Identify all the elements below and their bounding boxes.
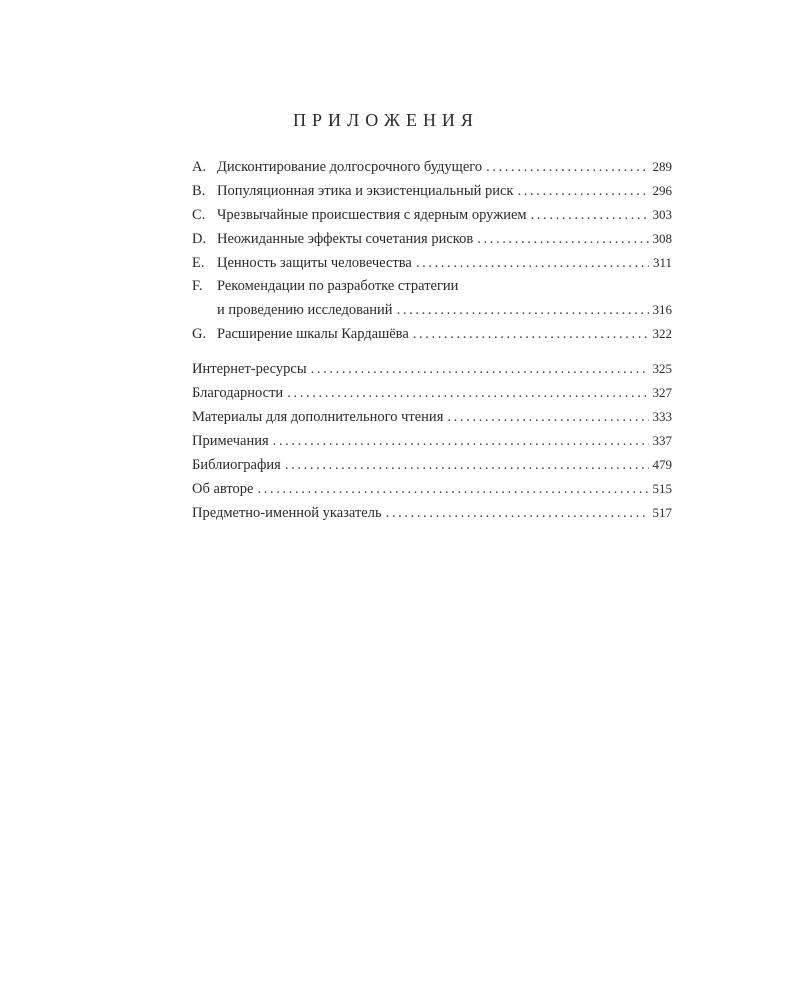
toc-leader-dots xyxy=(413,323,649,346)
toc-entry-appendix-a[interactable] xyxy=(192,155,672,179)
toc-leader-dots xyxy=(287,382,648,405)
toc-leader-dots xyxy=(397,299,649,322)
toc-entry-appendix-b[interactable] xyxy=(192,179,672,203)
toc-entry-letter: B. xyxy=(192,183,206,199)
toc-entry-title-line2: и проведению исследований xyxy=(217,302,393,318)
toc-entry-title: Дисконтирование долгосрочного будущего xyxy=(217,159,483,175)
toc-entry-page: 316 xyxy=(652,302,672,317)
toc-entry-title: Примечания xyxy=(192,433,269,449)
toc-entry-title: Расширение шкалы Кардашёва xyxy=(217,326,409,342)
toc-entry-title: Интернет-ресурсы xyxy=(192,361,307,377)
toc-entry-appendix-d[interactable] xyxy=(192,227,672,251)
toc-leader-dots xyxy=(447,406,648,429)
toc-leader-dots xyxy=(285,454,649,477)
toc-leader-dots xyxy=(273,430,649,453)
toc-entry-title: Неожиданные эффекты сочетания рисков xyxy=(217,231,474,247)
toc-entry-title: Чрезвычайные происшествия с ядерным оружием xyxy=(217,207,527,223)
toc-entry-title: Ценность защиты человечества xyxy=(217,255,412,271)
toc-entry-page: 289 xyxy=(652,159,672,174)
toc-entry-page: 296 xyxy=(652,183,672,198)
toc-leader-dots xyxy=(486,156,648,179)
toc-entry-page: 322 xyxy=(652,326,672,341)
toc-entry-about-author[interactable] xyxy=(192,477,672,501)
page-title: ПРИЛОЖЕНИЯ xyxy=(293,110,479,130)
toc-entry-letter: C. xyxy=(192,207,206,223)
toc-entry-letter: A. xyxy=(192,159,207,175)
toc-entry-appendix-c[interactable] xyxy=(192,203,672,227)
toc-entry-title: Материалы для дополнительного чтения xyxy=(192,409,444,425)
toc-entry-page: 311 xyxy=(652,255,672,270)
toc-entry-letter: G. xyxy=(192,326,207,342)
toc-entry-further-reading[interactable] xyxy=(192,405,672,429)
toc-leader-dots xyxy=(517,180,648,203)
toc-leader-dots xyxy=(257,478,648,501)
toc-entry-page: 479 xyxy=(652,457,672,472)
toc-entry-page: 337 xyxy=(652,433,672,448)
toc-leader-dots xyxy=(477,228,648,251)
toc-entry-page: 515 xyxy=(652,481,672,496)
toc-entry-title: Благодарности xyxy=(192,385,284,401)
toc-entry-title: Предметно-именной указатель xyxy=(192,505,382,521)
toc-entry-acknowledgements[interactable] xyxy=(192,381,672,405)
backmatter-list xyxy=(192,357,672,525)
toc-leader-dots xyxy=(416,252,649,275)
toc-entry-page: 517 xyxy=(652,505,672,520)
toc-entry-appendix-e[interactable] xyxy=(192,251,672,275)
toc-entry-page: 333 xyxy=(652,409,672,424)
toc-entry-letter: F. xyxy=(192,278,203,294)
toc-leader-dots xyxy=(311,358,649,381)
toc-entry-page: 327 xyxy=(652,385,672,400)
toc-entry-page: 308 xyxy=(652,231,672,246)
toc-entry-letter: E. xyxy=(192,255,205,271)
toc-entry-index[interactable] xyxy=(192,501,672,525)
toc-entry-page: 325 xyxy=(652,361,672,376)
toc-entry-title: Об авторе xyxy=(192,481,254,497)
toc-leader-dots xyxy=(531,204,649,227)
toc-entry-appendix-g[interactable] xyxy=(192,322,672,346)
toc-entry-appendix-f[interactable] xyxy=(192,275,672,322)
toc-leader-dots xyxy=(386,502,649,525)
toc-entry-letter: D. xyxy=(192,231,207,247)
toc-entry-notes[interactable] xyxy=(192,429,672,453)
appendices-list xyxy=(192,155,672,346)
toc-entry-title: Библиография xyxy=(192,457,281,473)
toc-entry-internet-resources[interactable] xyxy=(192,357,672,381)
toc-entry-bibliography[interactable] xyxy=(192,453,672,477)
toc-entry-title: Популяционная этика и экзистенциальный риск xyxy=(217,183,514,199)
toc-entry-page: 303 xyxy=(652,207,672,222)
toc-entry-title-line1: Рекомендации по разработке стратегии xyxy=(217,278,459,294)
